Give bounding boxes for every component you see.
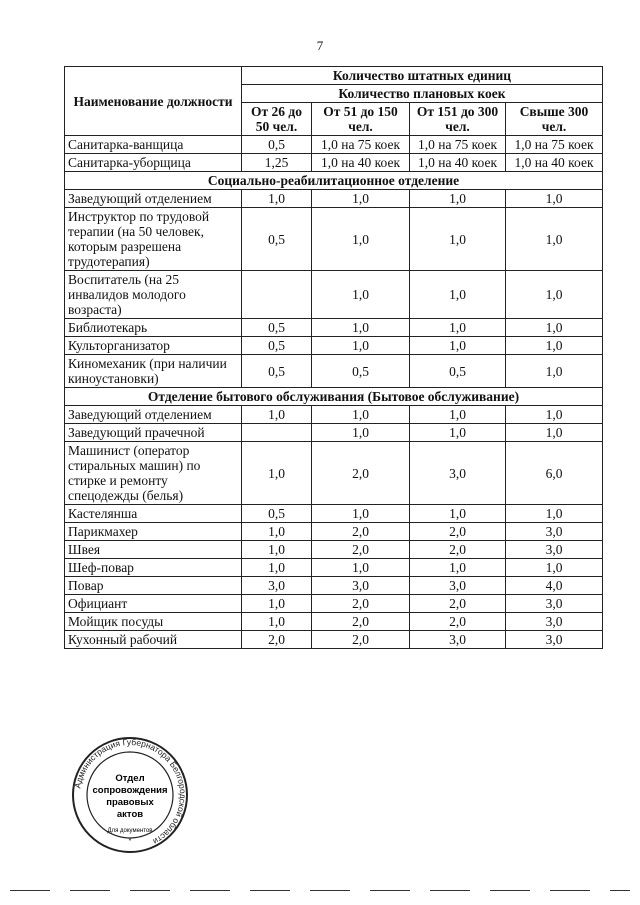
staff-value: 1,0: [312, 208, 410, 271]
table-row: [65, 541, 603, 559]
position-name: Санитарка-уборщица: [65, 154, 242, 172]
table-row: [65, 319, 603, 337]
staff-value: 1,0 на 40 коек: [506, 154, 603, 172]
svg-text:правовых: правовых: [106, 797, 154, 808]
position-name: Киномеханик (при наличии киноустановки): [65, 355, 242, 388]
staff-value: 1,0 на 40 коек: [312, 154, 410, 172]
position-name: Заведующий отделением: [65, 406, 242, 424]
staff-value: 3,0: [506, 541, 603, 559]
staff-value: 3,0: [506, 631, 603, 649]
staff-value: 1,0: [410, 190, 506, 208]
staff-value: 1,0: [506, 559, 603, 577]
table-row: [65, 523, 603, 541]
staff-value: 3,0: [506, 595, 603, 613]
staff-value: 2,0: [410, 595, 506, 613]
staff-value: 1,25: [242, 154, 312, 172]
range-header: От 51 до 150 чел.: [312, 103, 410, 136]
staff-value: 1,0: [312, 190, 410, 208]
staff-value: 1,0: [410, 208, 506, 271]
staff-value: 1,0: [312, 559, 410, 577]
staff-value: 1,0: [312, 505, 410, 523]
staff-value: 1,0: [506, 190, 603, 208]
page-number: 7: [316, 38, 324, 53]
staff-value: 2,0: [410, 523, 506, 541]
staff-value: 2,0: [410, 541, 506, 559]
staff-value: 6,0: [506, 442, 603, 505]
staff-value: 1,0: [242, 613, 312, 631]
staff-value: 1,0: [242, 523, 312, 541]
staff-value: 1,0: [242, 559, 312, 577]
staff-value: 2,0: [242, 631, 312, 649]
planned-beds-header: Количество плановых коек: [242, 85, 603, 103]
position-name: Шеф-повар: [65, 559, 242, 577]
staff-value: 2,0: [410, 613, 506, 631]
table-row: [65, 442, 603, 505]
staff-value: 1,0 на 40 коек: [410, 154, 506, 172]
staff-value: 1,0: [312, 337, 410, 355]
position-name: Мойщик посуды: [65, 613, 242, 631]
staff-value: 3,0: [410, 577, 506, 595]
staff-value: 1,0: [242, 442, 312, 505]
staff-value: 1,0: [410, 406, 506, 424]
staff-value: 2,0: [312, 613, 410, 631]
table-row: [65, 208, 603, 271]
staff-value: 1,0: [242, 595, 312, 613]
staff-value: [242, 424, 312, 442]
staff-value: [242, 271, 312, 319]
staff-value: 1,0: [506, 208, 603, 271]
staff-value: 3,0: [312, 577, 410, 595]
staff-value: 0,5: [242, 337, 312, 355]
staff-value: 1,0: [506, 424, 603, 442]
staff-value: 1,0: [506, 271, 603, 319]
footer-rule: [10, 890, 630, 891]
staff-value: 1,0: [312, 406, 410, 424]
staff-value: 1,0: [506, 355, 603, 388]
staff-value: 1,0 на 75 коек: [506, 136, 603, 154]
table-row: [65, 424, 603, 442]
table-row: [65, 154, 603, 172]
position-name: Парикмахер: [65, 523, 242, 541]
staff-value: 1,0: [242, 406, 312, 424]
section-title: Социально-реабилитационное отделение: [65, 172, 603, 190]
staff-value: 0,5: [242, 505, 312, 523]
position-name: Кастелянша: [65, 505, 242, 523]
table-row: [65, 337, 603, 355]
position-name: Библиотекарь: [65, 319, 242, 337]
staff-value: 1,0: [410, 424, 506, 442]
staff-units-header: Количество штатных единиц: [242, 67, 603, 85]
section-title: Отделение бытового обслуживания (Бытовое обслуживание): [65, 388, 603, 406]
staff-value: 0,5: [312, 355, 410, 388]
staff-value: 3,0: [242, 577, 312, 595]
staff-value: 1,0: [506, 406, 603, 424]
staff-value: 2,0: [312, 595, 410, 613]
table-row: [65, 355, 603, 388]
staff-value: 3,0: [506, 523, 603, 541]
staff-value: 1,0: [506, 505, 603, 523]
table-row: [65, 136, 603, 154]
table-row: [65, 613, 603, 631]
staff-value: 0,5: [410, 355, 506, 388]
staff-value: 1,0 на 75 коек: [312, 136, 410, 154]
staff-value: 1,0: [410, 337, 506, 355]
staff-value: 0,5: [242, 208, 312, 271]
staff-value: 1,0: [242, 541, 312, 559]
position-name: Машинист (оператор стиральных машин) по стирке и ремонту спецодежды (белья): [65, 442, 242, 505]
range-header: Свыше 300 чел.: [506, 103, 603, 136]
staff-value: 3,0: [506, 613, 603, 631]
staff-value: 1,0 на 75 коек: [410, 136, 506, 154]
table-row: [65, 577, 603, 595]
staff-value: 1,0: [410, 505, 506, 523]
staff-value: 2,0: [312, 631, 410, 649]
staff-value: 3,0: [410, 442, 506, 505]
staff-value: 1,0: [410, 559, 506, 577]
staff-value: 3,0: [410, 631, 506, 649]
staff-value: 0,5: [242, 136, 312, 154]
position-name: Заведующий прачечной: [65, 424, 242, 442]
staff-value: 1,0: [410, 319, 506, 337]
position-name: Официант: [65, 595, 242, 613]
staff-value: 2,0: [312, 442, 410, 505]
staff-value: 2,0: [312, 541, 410, 559]
staff-value: 1,0: [506, 337, 603, 355]
range-header: От 26 до 50 чел.: [242, 103, 312, 136]
position-name: Кухонный рабочий: [65, 631, 242, 649]
staff-value: 0,5: [242, 319, 312, 337]
position-name: Инструктор по трудовой терапии (на 50 человек, которым разрешена трудотерапия): [65, 208, 242, 271]
position-header: Наименование должности: [65, 67, 242, 136]
seal-stamp: [70, 735, 190, 855]
position-name: Швея: [65, 541, 242, 559]
staff-value: 1,0: [242, 190, 312, 208]
staff-table: [64, 66, 603, 649]
table-row: [65, 631, 603, 649]
staff-value: 4,0: [506, 577, 603, 595]
table-row: [65, 190, 603, 208]
staff-value: 0,5: [242, 355, 312, 388]
staff-value: 2,0: [312, 523, 410, 541]
table-row: [65, 271, 603, 319]
position-name: Воспитатель (на 25 инвалидов молодого возраста): [65, 271, 242, 319]
table-row: [65, 406, 603, 424]
staff-value: 1,0: [312, 271, 410, 319]
svg-text:сопровождения: сопровождения: [92, 785, 168, 796]
table-row: [65, 595, 603, 613]
position-name: Санитарка-ванщица: [65, 136, 242, 154]
staff-value: 1,0: [410, 271, 506, 319]
svg-text:Для документов: Для документов: [107, 828, 153, 834]
staff-value: 1,0: [312, 319, 410, 337]
staff-value: 1,0: [312, 424, 410, 442]
svg-text:актов: актов: [116, 809, 144, 820]
section-header-row: [65, 388, 603, 406]
svg-text:Отдел: Отдел: [115, 773, 145, 784]
position-name: Заведующий отделением: [65, 190, 242, 208]
table-row: [65, 559, 603, 577]
range-header: От 151 до 300 чел.: [410, 103, 506, 136]
svg-text:Администрация Губернатора Белг: Администрация Губернатора Белгородской области: [72, 736, 189, 847]
staff-value: 1,0: [506, 319, 603, 337]
position-name: Повар: [65, 577, 242, 595]
position-name: Культорганизатор: [65, 337, 242, 355]
table-row: [65, 505, 603, 523]
svg-text:*: *: [128, 838, 132, 845]
section-header-row: [65, 172, 603, 190]
